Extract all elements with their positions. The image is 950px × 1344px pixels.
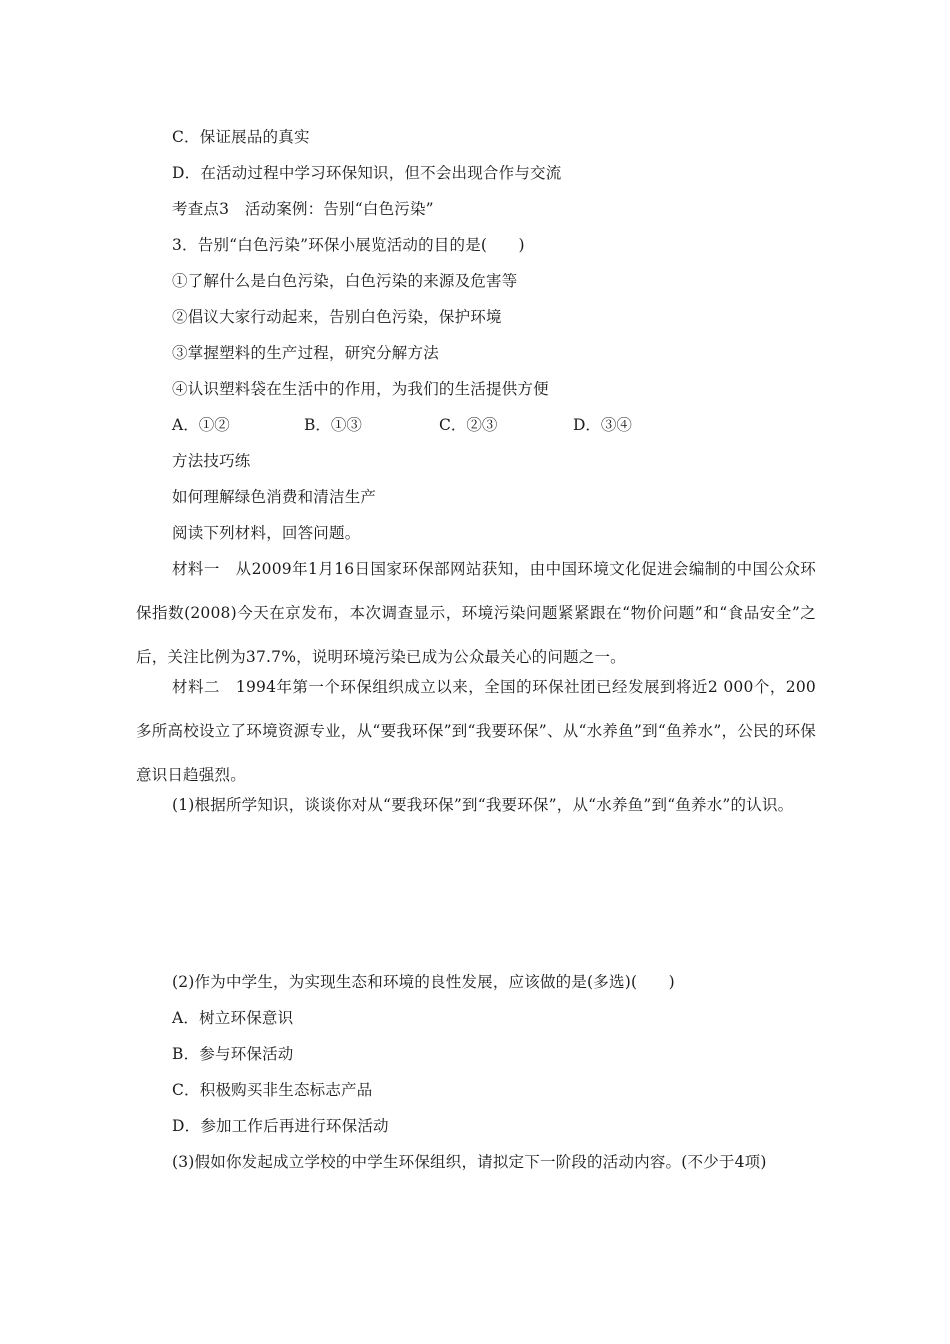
question-2-option-c: C．积极购买非生态标志产品 — [172, 1081, 373, 1099]
question-2-option-a: A．树立环保意识 — [172, 1009, 294, 1027]
option-d: D．在活动过程中学习环保知识，但不会出现合作与交流 — [172, 164, 562, 182]
choice-b: B．①③ — [304, 416, 362, 434]
question-3-item-1: ①了解什么是白色污染，白色污染的来源及危害等 — [172, 272, 518, 290]
material-2: 材料二 1994年第一个环保组织成立以来，全国的环保社团已经发展到将近2 000个，200多所高校设立了环境资源专业，从“要我环保”到“我要环保”、从“水养鱼”到“鱼养水”，公民的环保意识日趋强烈。 — [136, 678, 816, 784]
method-heading: 方法技巧练 — [172, 452, 251, 470]
question-3: 3．告别“白色污染”环保小展览活动的目的是( ) — [172, 236, 525, 254]
option-c: C．保证展品的真实 — [172, 128, 310, 146]
choice-c: C．②③ — [439, 416, 498, 434]
question-2-option-b: B．参与环保活动 — [172, 1045, 294, 1063]
question-1: (1)根据所学知识，谈谈你对从“要我环保”到“我要环保”，从“水养鱼”到“鱼养水”的认识。 — [172, 796, 794, 814]
choice-a: A．①② — [172, 416, 230, 434]
question-3-item-4: ④认识塑料袋在生活中的作用，为我们的生活提供方便 — [172, 380, 549, 398]
method-subheading: 如何理解绿色消费和清洁生产 — [172, 488, 377, 506]
section-title: 考查点3 活动案例：告别“白色污染” — [172, 200, 434, 218]
question-2-option-d: D．参加工作后再进行环保活动 — [172, 1117, 389, 1135]
question-3-choices — [172, 415, 632, 435]
question-3-activity: (3)假如你发起成立学校的中学生环保组织，请拟定下一阶段的活动内容。(不少于4项) — [172, 1153, 767, 1171]
question-3-item-2: ②倡议大家行动起来，告别白色污染，保护环境 — [172, 308, 502, 326]
material-1: 材料一 从2009年1月16日国家环保部网站获知，由中国环境文化促进会编制的中国公众环保指数(2008)今天在京发布，本次调查显示，环境污染问题紧紧跟在“物价问题”和“食品安全”之后，关注比例为37.7%，说明环境污染已成为公众最关心的问题之一。 — [136, 560, 816, 666]
choice-d: D．③④ — [573, 416, 632, 434]
question-2: (2)作为中学生，为实现生态和环境的良性发展，应该做的是(多选)( ) — [172, 973, 675, 991]
reading-instruction: 阅读下列材料，回答问题。 — [172, 524, 361, 542]
question-3-item-3: ③掌握塑料的生产过程，研究分解方法 — [172, 344, 439, 362]
